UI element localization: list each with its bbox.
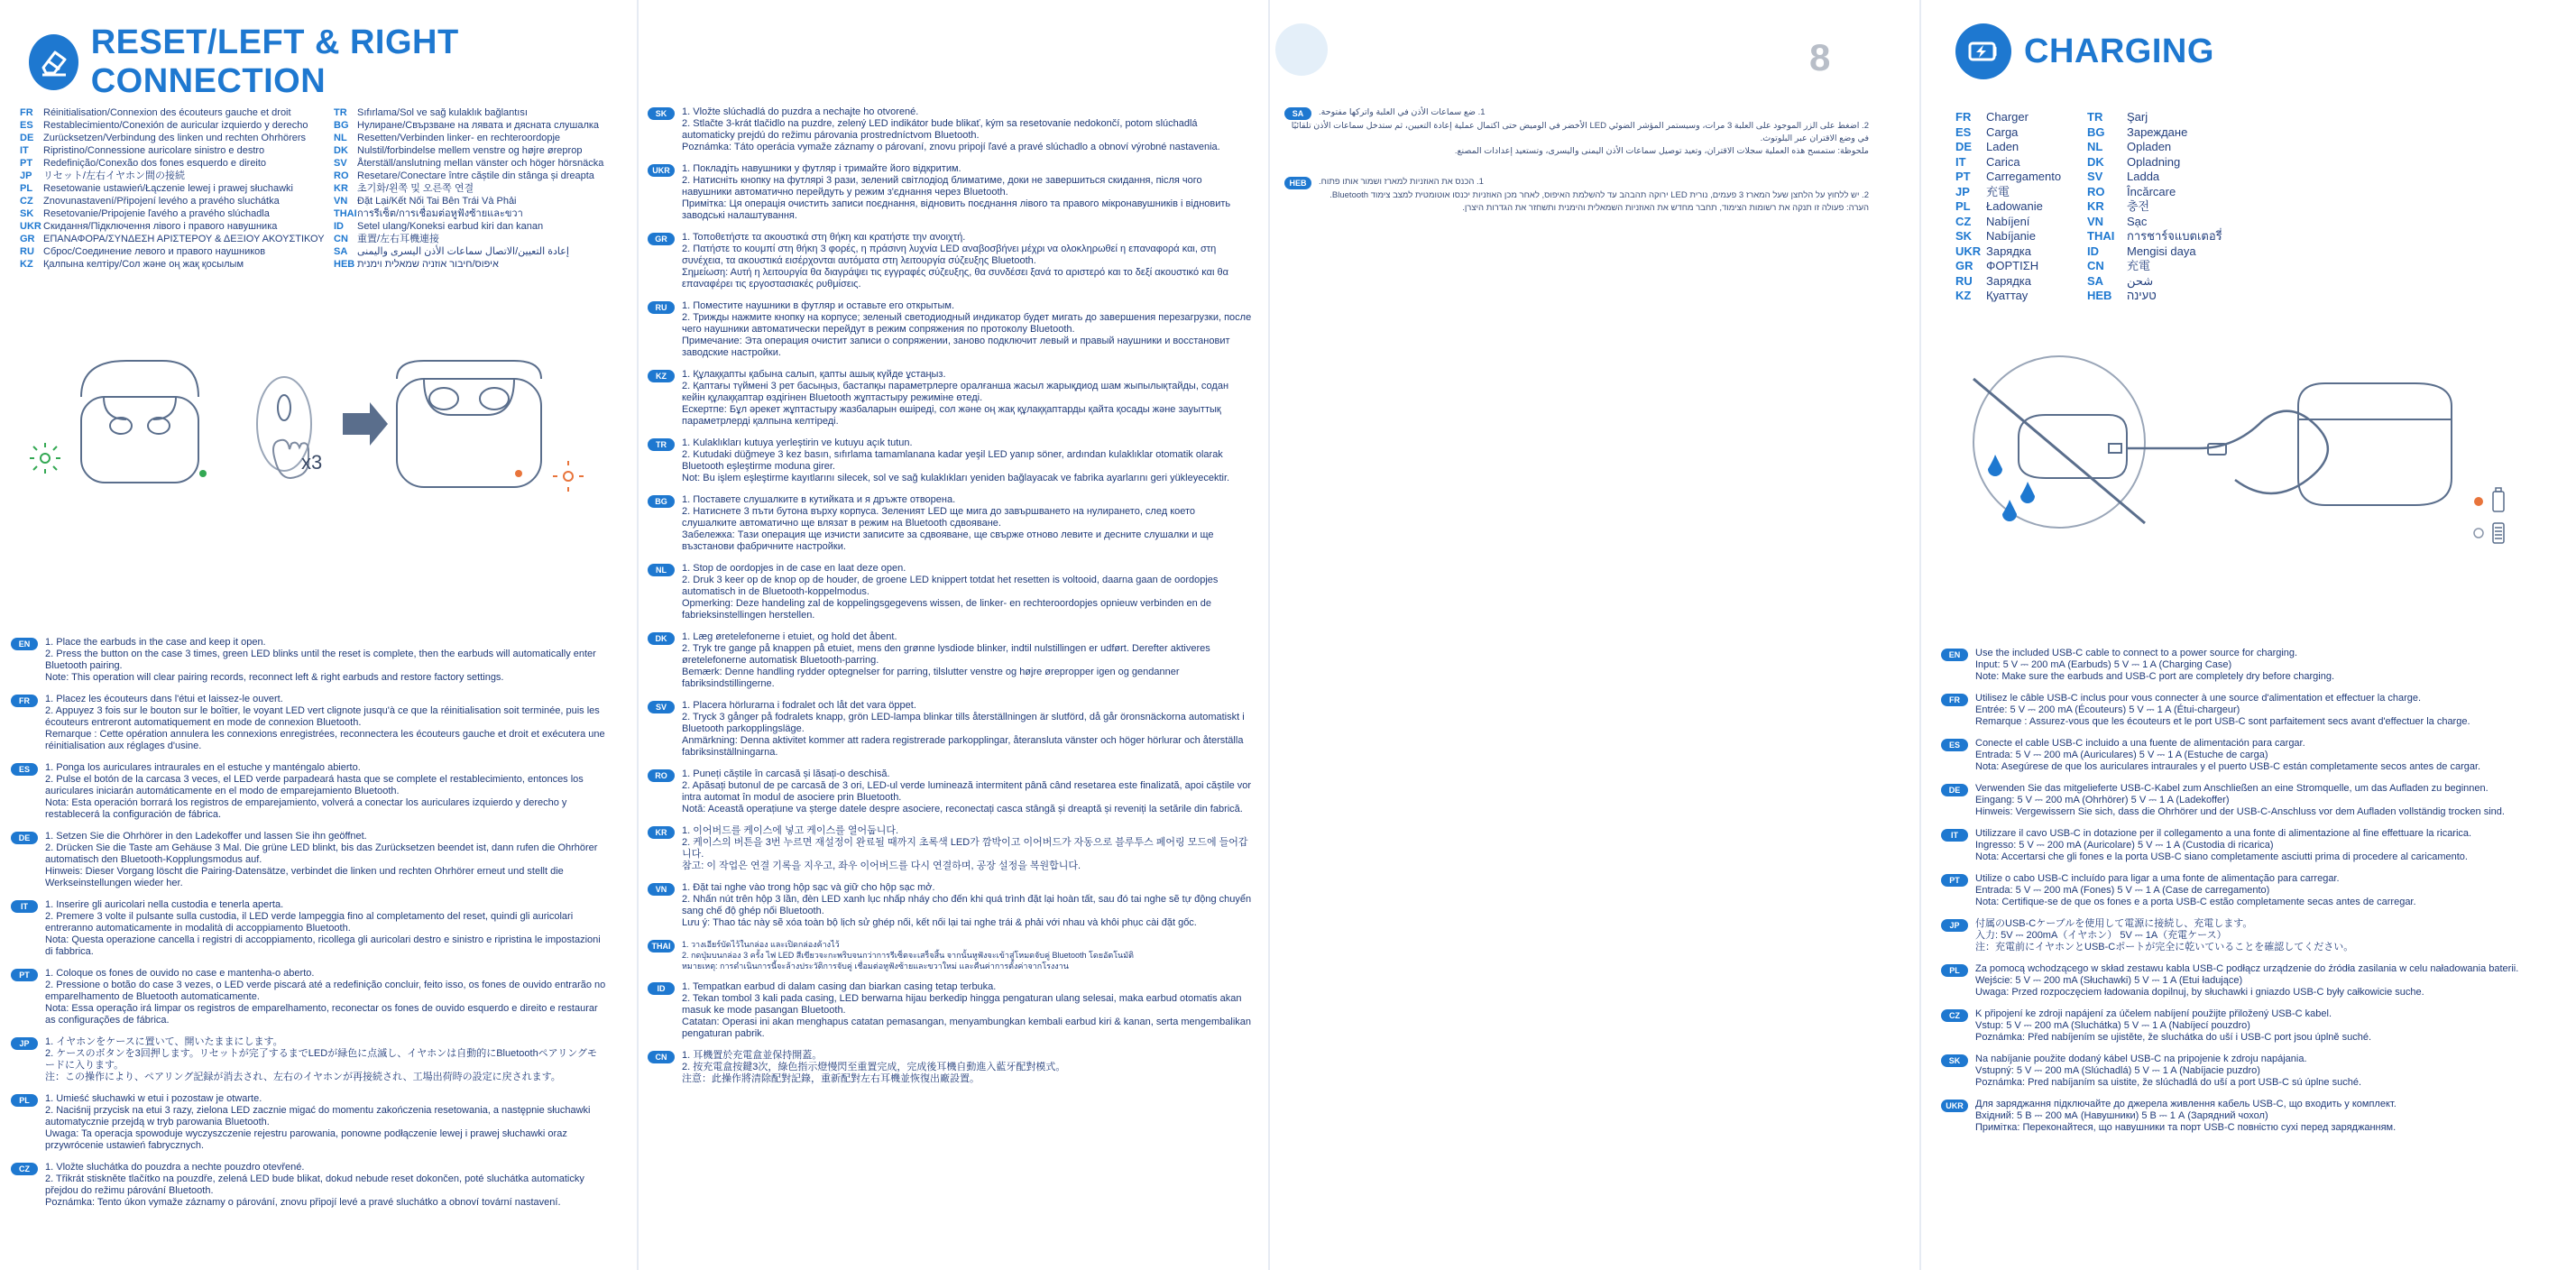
battery-full-icon	[2493, 523, 2504, 543]
instruction-block: EN 1. Place the earbuds in the case and keep it open. 2. Press the button on the case 3 times, green LED blinks until the reset is complete, then the earbuds will automatically enter Bluetooth pairing. Note: This operation will clear pairing records, reconnect left & right earbuds and restore factory settings.	[11, 637, 606, 684]
language-row: THAIการรีเซ็ต/การเชื่อมต่อหูฟังซ้ายและขวา	[334, 208, 523, 219]
reset-header	[29, 23, 631, 101]
language-badge: JP	[11, 1037, 38, 1050]
language-row: RU Зарядка	[1955, 273, 2031, 288]
language-row: CN 充電	[2087, 259, 2151, 272]
instruction-block: DE Verwenden Sie das mitgelieferte USB-C-Kabel zum Anschließen an eine Stromquelle, um das Aufladen zu beginnen. Eingang: 5 V ⎓ 200 mA (Ohrhörer) 5 V ⎓ 1 A (Ladekoffer) Hinweis: Vergewissern Sie sich, dass die Ohrhörer und der USB-C-Anschluss vor dem Aufladen vollständig trocken sind.	[1941, 783, 2563, 818]
instruction-block: IT 1. Inserire gli auricolari nella custodia e tenerla aperta. 2. Premere 3 volte il pulsante sulla custodia, il LED verde lampeggia fino al completamento del reset, quindi gli auricolari entreranno automaticamente in modalità di accoppiamento Bluetooth. Nota: Questa operazione cancella i registri di accoppiamento, ricollega gli auricolari destro e sinistro e ripristina le impostazioni di fabbrica.	[11, 899, 606, 958]
instruction-block: THAI 1. วางเอียร์บัดไว้ในกล่อง และเปิดกล่องค้างไว้ 2. กดปุ่มบนกล่อง 3 ครั้ง ไฟ LED สีเขียวจะกะพริบจนกว่าการรีเซ็ตจะเสร็จสิ้น จากนั้นหูฟังจะเข้าสู่โหมดจับคู่ Bluetooth โดยอัตโนมัติ หมายเหตุ: การดำเนินการนี้จะล้างประวัติการจับคู่ เชื่อมต่อหูฟังซ้ายและขวาใหม่ และคืนค่าการตั้งค่าจากโรงงาน	[648, 939, 1252, 971]
instruction-block: VN 1. Đặt tai nghe vào trong hộp sạc và giữ cho hộp sạc mở. 2. Nhấn nút trên hộp 3 lần, đèn LED xanh lục nhấp nháy cho đến khi quá trình đặt lại hoàn tất, sau đó tai nghe sẽ tự động chuyển sang chế độ ghép nối Bluetooth. Lưu ý: Thao tác này sẽ xóa toàn bộ lịch sử ghép nối, kết nối lại tai nghe trái & phải với nhau và khôi phục cài đặt gốc.	[648, 882, 1252, 929]
led-indicator-icon	[199, 470, 207, 477]
language-row: RO Resetare/Conectare între căștile din stânga și dreapta	[334, 170, 594, 181]
instruction-block: CZ 1. Vložte sluchátka do pouzdra a nechte pouzdro otevřené. 2. Třikrát stiskněte tlačítko na pouzdře, zelená LED bude blikat, dokud nebude reset dokončen, poté sluchátka automaticky přejdou do režimu párování Bluetooth. Poznámka: Tento úkon vymaže záznamy o párování, znovu připojí levé a pravé sluchátko a obnoví tovární nastavení.	[11, 1162, 606, 1209]
language-badge: SK	[1941, 1054, 1968, 1067]
instruction-block: IT Utilizzare il cavo USB-C in dotazione per il collegamento a una fonte di alimentazione al fine effettuare la ricarica. Ingresso: 5 V ⎓ 200 mA (Auricolare) 5 V ⎓ 1 A (Custodia di ricarica) Nota: Accertarsi che gli fones e la porta USB-C siano completamente asciutti prima di procedere al caricamento.	[1941, 828, 2563, 863]
language-row: BG Нулиране/Свързване на лявата и дясната слушалка	[334, 120, 600, 131]
page-title: CHARGING	[2024, 32, 2214, 70]
language-badge: KZ	[648, 370, 675, 382]
language-row: PT Redefinição/Conexão dos fones esquerdo e direito	[20, 158, 267, 169]
led-indicator-icon	[2474, 497, 2483, 506]
reset-page	[0, 0, 631, 1270]
reset-instructions-right	[648, 106, 1252, 1095]
language-badge: TR	[648, 438, 675, 451]
charging-instructions	[1941, 648, 2563, 1144]
language-badge: RO	[648, 769, 675, 782]
language-row: JP リセット/左右イヤホン間の接続	[20, 170, 185, 181]
instruction-block: UKR Для заряджання підключайте до джерела живлення кабель USB-C, що входить у комплект. Вхідний: 5 В ⎓ 200 мА (Навушники) 5 В ⎓ 1 А (Зарядний чохол) Примітка: Переконайтеся, що навушники та порт USB-C повністю сухі перед заряджанням.	[1941, 1099, 2563, 1134]
language-badge: SK	[648, 107, 675, 120]
instruction-block: PT 1. Coloque os fones de ouvido no case e mantenha-o aberto. 2. Pressione o botão do case 3 vezes, o LED verde piscará até a redefinição concluir, feito isso, os fones de ouvido entrarão no emparelhamento de Bluetooth automaticamente. Nota: Essa operação irá limpar os registros de emparelhamento, reconectar os fones de ouvido esquerdo e direito e restaurar as configurações de fábrica.	[11, 968, 606, 1026]
language-row: SV Ladda	[2087, 170, 2160, 183]
language-row: SA إعادة التعيين/الاتصال سماعات الأذن اليسرى واليمنى	[334, 246, 569, 257]
language-badge: CZ	[1941, 1009, 1968, 1022]
language-row: GR ΕΠΑΝΑΦΟΡΑ/ΣΥΝΔΕΣΗ ΑΡΙΣΤΕΡΟΥ & ΔΕΞΙΟΥ ΑΚΟΥΣΤΙΚΟΥ	[20, 234, 325, 244]
language-list-right	[334, 106, 631, 271]
instruction-block: RO 1. Puneți căștile în carcasă și lăsați-o deschisă. 2. Apăsați butonul de pe carcasă de 3 ori, LED-ul verde luminează intermitent până când resetarea este finalizată, apoi căștile vor intra automat în modul de asociere prin Bluetooth. Notă: Această operațiune va șterge datele despre asociere, reconectați casca stângă și dreaptă și reveniți la setările din fabrică.	[648, 768, 1252, 815]
led-indicator-icon	[515, 470, 522, 477]
page-title: RESET/LEFT & RIGHT CONNECTION	[90, 23, 459, 100]
language-badge: ID	[648, 982, 675, 995]
reset-icon	[29, 34, 78, 90]
language-row: VN Đặt Lại/Kết Nối Tai Bên Trái Và Phải	[334, 196, 517, 207]
language-row: SA شحن	[2087, 273, 2154, 288]
rtl-line: HEB 1. הכנס את האוזניות למארז ושמור אותו פתוח.	[1284, 176, 1898, 189]
language-badge: RU	[648, 301, 675, 314]
charging-illustration	[1946, 343, 2560, 577]
back-page	[1275, 0, 1907, 1270]
rtl-line: הערה: פעולה זו תנקה את רשומות הצימוד, תחבר מחדש את האוזניות השמאלית והימנית ותשחזר את הגדרות היצרן.	[1462, 203, 1869, 213]
charging-page	[1937, 0, 2569, 1270]
language-row: RO Încărcare	[2087, 184, 2176, 198]
green-blink-icon	[30, 443, 60, 474]
language-badge: HEB	[1284, 177, 1311, 189]
language-row: ID Mengisi daya	[2087, 244, 2196, 258]
language-row: PL Ładowanie	[1955, 199, 2043, 213]
instruction-block: JP 1. イヤホンをケースに置いて、開いたままにします。 2. ケースのボタンを3回押します。リセットが完了するまでLEDが緑色に点滅し、イヤホンは自動的にBluetoothペアリングモードに入ります。 注：この操作により、ペアリング記録が消去され、左右のイヤホンが再接続され、工場出荷時の設定に戻されます。	[11, 1036, 606, 1083]
language-row: ID Setel ulang/Koneksi earbud kiri dan kanan	[334, 221, 544, 232]
battery-charging-icon	[1955, 23, 2011, 79]
page-divider	[1268, 0, 1270, 1270]
language-row: BG Зареждане	[2087, 124, 2188, 139]
language-badge: PL	[1941, 964, 1968, 977]
language-badge: PT	[1941, 874, 1968, 887]
language-badge: EN	[1941, 649, 1968, 661]
language-row: KR 초기화/왼쪽 및 오른쪽 연결	[334, 183, 474, 194]
instruction-block: UKR 1. Покладіть навушники у футляр і тримайте його відкритим. 2. Натисніть кнопку на футлярі 3 рази, зелений світлодіод блиматиме, доки не завершиться скидання, після чого навушники автоматично перейдуть у режим з'єднання через Bluetooth. Примітка: Ця операція очистить записи поєднання, відновить поєднання лівого та правого мікронавушників і відновить заводські налаштування.	[648, 163, 1252, 222]
language-badge: KR	[648, 826, 675, 839]
language-badge: DK	[648, 632, 675, 645]
language-row: PT Carregamento	[1955, 170, 2062, 183]
instruction-block: FR 1. Placez les écouteurs dans l'étui et laissez-le ouvert. 2. Appuyez 3 fois sur le bouton sur le boîtier, le voyant LED vert clignote jusqu'à ce que la réinitialisation soit terminée, puis les écouteurs entreront automatiquement en mode de connexion Bluetooth. Remarque : Cette opération annulera les connexions enregistrées, reconnectera les écouteurs gauche et droit et exécutera une réinitialisation aux réglages d'usine.	[11, 694, 606, 752]
language-badge: SA	[1284, 107, 1311, 120]
rtl-instructions	[1284, 106, 1898, 215]
language-badge: DE	[1941, 784, 1968, 796]
instruction-block: JP 付属のUSB-Cケーブルを使用して電源に接続し、充電します。 入力: 5V ⎓ 200mA（イヤホン） 5V ⎓ 1A（充電ケース） 注：充電前にイヤホンとUSB-Cポートが完全に乾いていることを確認してください。	[1941, 918, 2563, 953]
instruction-block: ID 1. Tempatkan earbud di dalam casing dan biarkan casing tetap terbuka. 2. Tekan tombol 3 kali pada casing, LED berwarna hijau berkedip hingga pengaturan ulang selesai, maka earbud otomatis akan masuk ke mode pasangan Bluetooth. Catatan: Operasi ini akan menghapus catatan pemasangan, menyambungkan kembali earbud kiri & kanan, serta mengembalikan pengaturan pabrik.	[648, 981, 1252, 1040]
language-row: THAI การชาร์จแบตเตอรี่	[2087, 229, 2222, 243]
instruction-block: DE 1. Setzen Sie die Ohrhörer in den Ladekoffer und lassen Sie ihn geöffnet. 2. Drücken Sie die Taste am Gehäuse 3 Mal. Die grüne LED blinkt, bis das Zurücksetzen beendet ist, dann rufen die Ohrhörer automatisch den Bluetooth-Kopplungsmodus auf. Hinweis: Dieser Vorgang löscht die Pairing-Datensätze, verbindet die linken und rechten Ohrhörer erneut und stellt die Werkseinstellungen wieder her.	[11, 831, 606, 889]
rtl-line: SA 1. ضع سماعات الأذن في العلبة واتركها مفتوحة.	[1284, 106, 1898, 120]
language-row: TR Şarj	[2087, 110, 2148, 124]
language-badge: THAI	[648, 940, 675, 952]
instruction-block: CN 1. 耳機置於充電盒並保持開蓋。 2. 按充電盒按鍵3次，綠色指示燈慢閃至重置完成，完成後耳機自動進入藍牙配對模式。 注意：此操作將清除配對記錄，重新配對左右耳機並恢復出廠設置。	[648, 1050, 1252, 1085]
language-row: KZ Қалпына келтіру/Сол және оң жақ қосылым	[20, 259, 244, 270]
orange-blink-icon	[553, 461, 584, 492]
water-drop-icon	[1988, 455, 2035, 521]
language-badge: PL	[11, 1094, 38, 1107]
battery-icon	[2493, 488, 2504, 511]
language-row: CZ Nabíjení	[1955, 214, 2030, 228]
language-row: IT Carica	[1955, 154, 2020, 169]
language-row: ES Restablecimiento/Conexión de auricular izquierdo y derecho	[20, 120, 308, 131]
instruction-block: EN Use the included USB-C cable to connect to a power source for charging. Input: 5 V ⎓ 200 mA (Earbuds) 5 V ⎓ 1 A (Charging Case) Note: Make sure the earbuds and USB-C port are completely dry before charging.	[1941, 648, 2563, 683]
language-badge: FR	[1941, 694, 1968, 706]
page-divider	[637, 0, 639, 1270]
language-badge: UKR	[1941, 1100, 1968, 1112]
language-row: DK Nulstil/forbindelse mellem venstre og højre øreprop	[334, 145, 583, 156]
language-badge: FR	[11, 695, 38, 707]
charging-language-list-right	[2087, 110, 2231, 304]
language-badge: PT	[11, 969, 38, 981]
language-badge: ES	[1941, 739, 1968, 751]
instruction-block: RU 1. Поместите наушники в футляр и оставьте его открытым. 2. Трижды нажмите кнопку на корпусе; зеленый светодиодный индикатор будет мигать до завершения перезагрузки, после чего наушники автоматически перейдут в режим сопряжения по протоколу Bluetooth. Примечание: Эта операция очистит записи о сопряжении, заново подключит левый и правый наушники и восстановит заводские настройки.	[648, 300, 1252, 359]
language-badge: CN	[648, 1051, 675, 1063]
instruction-block: ES Conecte el cable USB-C incluido a una fuente de alimentación para cargar. Entrada: 5 V ⎓ 200 mA (Auriculares) 5 V ⎓ 1 A (Estuche de carga) Nota: Asegúrese de que los auriculares intraurales y el puerto USB-C están completamente secos antes de cargar.	[1941, 738, 2563, 773]
language-row: UKR Скидання/Підключення лівого і правого навушника	[20, 221, 278, 232]
instruction-block: CZ K připojení ke zdroji napájení za účelem nabíjení použijte přiložený USB-C kabel. Vstup: 5 V ⎓ 200 mA (Sluchátka) 5 V ⎓ 1 A (Nabíjecí pouzdro) Poznámka: Před nabíjením se ujistěte, že sluchátka do uší i USB-C port jsou úplně suché.	[1941, 1008, 2563, 1044]
language-row: NL Opladen	[2087, 140, 2172, 153]
charging-language-list-left	[1955, 110, 2091, 304]
language-row: RU Сброс/Соединение левого и правого наушников	[20, 246, 266, 257]
page-divider	[1919, 0, 1921, 1270]
language-row: SK Nabíjanie	[1955, 229, 2036, 243]
language-row: FR Charger	[1955, 110, 2029, 124]
language-badge: CZ	[11, 1163, 38, 1175]
reset-instructions-left	[11, 637, 606, 1219]
language-badge: UKR	[648, 164, 675, 177]
language-row: CN 重置/左右耳機連接	[334, 234, 440, 244]
language-row: HEB טעינה	[2087, 289, 2157, 302]
instruction-block: SV 1. Placera hörlurarna i fodralet och låt det vara öppet. 2. Tryck 3 gånger på fodralets knapp, grön LED-lampa blinkar tills återställningen är slutförd, då går öronsnäckorna automatiskt i Bluetooth parkopplingsläge. Anmärkning: Denna aktivitet kommer att radera registrerade parkopplingar, återansluta vänster och höger hörlurar och återställa fabriksinställningarna.	[648, 700, 1252, 759]
rtl-line: 2. יש ללחוץ על הלחצן שעל המארז 3 פעמים, נורית LED ירוקה תהבהב עד להשלמת האיפוס, לאחר מכן האוזניות יכנסו אוטומטית למצב צימוד Bluetooth.	[1329, 190, 1869, 200]
language-badge: GR	[648, 233, 675, 245]
arrow-right-icon	[343, 402, 388, 446]
language-row: TR Sıfırlama/Sol ve sağ kulaklık bağlantısı	[334, 107, 528, 118]
charging-header	[1955, 23, 2214, 79]
instruction-block: PL Za pomocą wchodzącego w skład zestawu kabla USB-C podłącz urządzenie do źródła zasilania w celu naładowania baterii. Wejście: 5 V ⎓ 200 mA (Słuchawki) 5 V ⎓ 1 A (Etui ładujące) Uwaga: Przed rozpoczęciem ładowania dopilnuj, by słuchawki i gniazdo USB-C były całkowicie suche.	[1941, 963, 2563, 999]
instruction-block: DK 1. Læg øretelefonerne i etuiet, og hold det åbent. 2. Tryk tre gange på knappen på etuiet, mens den grønne lysdiode blinker, indtil nulstillingen er udført. Derefter aktiveres øretelefonerne automatisk Bluetooth-parring. Bemærk: Denne handling rydder optegnelser for parring, tilslutter venstre og højre ørepropper igen og gendanner fabriksindstillingerne.	[648, 631, 1252, 690]
language-row: PL Resetowanie ustawień/Łączenie lewej i prawej słuchawki	[20, 183, 293, 194]
reset-page-continued	[648, 0, 1261, 1270]
language-row: KR 충전	[2087, 199, 2150, 213]
instruction-block: KZ 1. Құлаққапты қабына салып, қапты ашық күйде ұстаңыз. 2. Қаптағы түймені 3 рет басыңыз, бастапқы параметрлерге оралғанша жасыл жарықдиод шам жыпылықтайды, содан кейін құлаққаптар өздігінен Bluetooth жұптастыру режиміне өтеді. Ескертпе: Бұл әрекет жұптастыру жазбаларын өшіреді, сол және оң жақ құлаққаптарды қайта қосады және зауыттық параметрлерді қалпына келтіреді.	[648, 369, 1252, 428]
language-row: SV Återställ/anslutning mellan vänster och höger hörsnäcka	[334, 158, 604, 169]
language-badge: ES	[11, 763, 38, 776]
instruction-block: BG 1. Поставете слушалките в кутийката и я дръжте отворена. 2. Натиснете 3 пъти бутона върху корпуса. Зеленият LED ще мига до завършването на нулирането, след което слушалките автоматично ще влязат в режим на Bluetooth сдвояване. Забележка: Тази операция ще изчисти записите за сдвояване, ще свърже отново левите и десните слушалки и ще възстанови фабричните настройки.	[648, 494, 1252, 553]
instruction-block: GR 1. Τοποθετήστε τα ακουστικά στη θήκη και κρατήστε την ανοιχτή. 2. Πατήστε το κουμπί στη θήκη 3 φορές, η πράσινη λυχνία LED αναβοσβήνει μέχρι να ολοκληρωθεί η επαναφορά και, στη συνέχεια, τα ακουστικά εισέρχονται αυτόματα στη λειτουργία σύζευξης Bluetooth. Σημείωση: Αυτή η λειτουργία θα διαγράψει τις εγγραφές σύζευξης, θα συνδέσει ξανά το αριστερό και το δεξί ακουστικό και θα επαναφέρει τις εργοστασιακές ρυθμίσεις.	[648, 232, 1252, 290]
language-badge: NL	[648, 564, 675, 576]
language-badge: IT	[11, 900, 38, 913]
language-row: FR Réinitialisation/Connexion des écouteurs gauche et droit	[20, 107, 291, 118]
language-row: VN Sạc	[2087, 214, 2148, 228]
rtl-line: ملحوظة: ستمسح هذه العملية سجلات الاقتران، وتعيد توصيل سماعات الأذن اليمنى واليسرى، وتستعيد إعدادات المصنع.	[1454, 146, 1869, 156]
language-row: ES Carga	[1955, 124, 2019, 139]
instruction-block: TR 1. Kulaklıkları kutuya yerleştirin ve kutuyu açık tutun. 2. Kutudaki düğmeye 3 kez basın, sıfırlama tamamlanana kadar yeşil LED yanıp söner, ardından kulaklıklar otomatik olarak Bluetooth eşleştirme moduna girer. Not: Bu işlem eşleştirme kayıtlarını silecek, sol ve sağ kulaklıkları yeniden bağlayacak ve fabrika ayarlarını geri yükleyecektir.	[648, 437, 1252, 484]
language-badge: EN	[11, 638, 38, 650]
language-badge: VN	[648, 883, 675, 896]
language-row: DK Opladning	[2087, 154, 2181, 169]
ghost-icon	[1275, 23, 1328, 76]
instruction-block: SK 1. Vložte slúchadlá do puzdra a nechajte ho otvorené. 2. Stlačte 3-krát tlačidlo na puzdre, zelený LED indikátor bude blikať, kým sa resetovanie nedokončí, potom slúchadlá automaticky prejdú do režimu párovania prostredníctvom Bluetooth. Poznámka: Táto operácia vymaže záznamy o párovaní, znovu pripojí ľavé a pravé slúchadlo a obnoví výrobné nastavenia.	[648, 106, 1252, 153]
language-list-left	[20, 106, 336, 271]
language-row: DE Zurücksetzen/Verbindung des linken und rechten Ohrhörers	[20, 133, 307, 143]
instruction-block: NL 1. Stop de oordopjes in de case en laat deze open. 2. Druk 3 keer op de knop op de houder, de groene LED knippert totdat het resetten is voltooid, daarna gaan de oordopjes automatisch in de Bluetooth-koppelmodus. Opmerking: Deze handeling zal de koppelingsgegevens wissen, de linker- en rechteroordopjes opnieuw verbinden en de fabrieksinstellingen herstellen.	[648, 563, 1252, 621]
language-row: CZ Znovunastavení/Připojení levého a pravého sluchátka	[20, 196, 280, 207]
language-row: JP 充電	[1955, 184, 2010, 198]
instruction-block: PL 1. Umieść słuchawki w etui i pozostaw je otwarte. 2. Naciśnij przycisk na etui 3 razy, zielona LED zacznie migać do momentu zakończenia resetowania, a następnie słuchawki automatycznie przejdą w tryb parowania Bluetooth. Uwaga: Ta operacja spowoduje wyczyszczenie rejestru parowania, ponowne podłączenie lewej i prawej słuchawki oraz przywrócenie ustawień fabrycznych.	[11, 1093, 606, 1152]
instruction-block: KR 1. 이어버드를 케이스에 넣고 케이스를 열어둡니다. 2. 케이스의 버튼을 3번 누르면 재설정이 완료될 때까지 초록색 LED가 깜박이고 이어버드가 자동으로 블루투스 페어링 모드에 들어갑니다. 참고: 이 작업은 연결 기록을 지우고, 좌우 이어버드를 다시 연결하며, 공장 설정을 복원합니다.	[648, 825, 1252, 872]
prohibited-slash-icon	[1973, 379, 2145, 523]
language-row: GR ΦΟΡΤΙΣΗ	[1955, 259, 2039, 272]
press-count-label: x3	[301, 451, 323, 474]
instruction-block: ES 1. Ponga los auriculares intraurales en el estuche y manténgalo abierto. 2. Pulse el botón de la carcasa 3 veces, el LED verde parpadeará hasta que se complete el restablecimiento, entonces los auriculares iniciarán automáticamente en el modo de emparejamiento Bluetooth. Nota: Esta operación borrará los registros de emparejamiento, volverá a conectar los auriculares izquierdo y derecho y restablecerá la configuración de fábrica.	[11, 762, 606, 821]
language-badge: IT	[1941, 829, 1968, 842]
rtl-line: 2. اضغط على الزر الموجود على العلبة 3 مرات، وسيستمر المؤشر الضوئي LED الأخضر في الوميض حتى اكتمال عملية إعادة التعيين، ثم ستدخل سماعات الأذن تلقائيًا في وضع الاقتران عبر البلوتوث.	[1291, 121, 1869, 143]
led-off-icon	[2474, 529, 2483, 538]
language-badge: JP	[1941, 919, 1968, 932]
language-badge: SV	[648, 701, 675, 713]
language-row: KZ Қуаттау	[1955, 289, 2029, 302]
language-row: DE Laden	[1955, 140, 2019, 153]
language-row: HEB איפוס/חיבור אוזניה שמאלית וימנית	[334, 259, 499, 270]
instruction-block: PT Utilize o cabo USB-C incluído para ligar a uma fonte de alimentação para carregar. Entrada: 5 V ⎓ 200 mA (Fones) 5 V ⎓ 1 A (Case de carregamento) Nota: Certifique-se de que os fones e a porta USB-C estão completamente secas antes de carregar.	[1941, 873, 2563, 908]
language-row: NL Resetten/Verbinden linker- en rechteroordopje	[334, 133, 561, 143]
reset-illustration	[27, 343, 604, 523]
language-badge: DE	[11, 832, 38, 844]
back-header-ghost	[1275, 23, 1328, 76]
language-row: IT Ripristino/Connessione auricolare sinistro e destro	[20, 145, 265, 156]
language-row: SK Resetovanie/Pripojenie ľavého a pravého slúchadla	[20, 208, 270, 219]
language-badge: BG	[648, 495, 675, 508]
instruction-block: SK Na nabíjanie použite dodaný kábel USB-C na pripojenie k zdroju napájania. Vstupný: 5 V ⎓ 200 mA (Slúchadlá) 5 V ⎓ 1 A (Nabíjacie puzdro) Poznámka: Pred nabíjaním sa uistite, že slúchadlá do uší a port USB-C sú úplne suché.	[1941, 1054, 2563, 1089]
language-row: UKR Зарядка	[1955, 244, 2031, 258]
page-number: 8	[1809, 36, 1831, 78]
instruction-block: FR Utilisez le câble USB-C inclus pour vous connecter à une source d'alimentation et effectuer la charge. Entrée: 5 V ⎓ 200 mA (Écouteurs) 5 V ⎓ 1 A (Étui-chargeur) Remarque : Assurez-vous que les écouteurs et le port USB-C sont parfaitement secs avant d'effectuer la charge.	[1941, 693, 2563, 728]
